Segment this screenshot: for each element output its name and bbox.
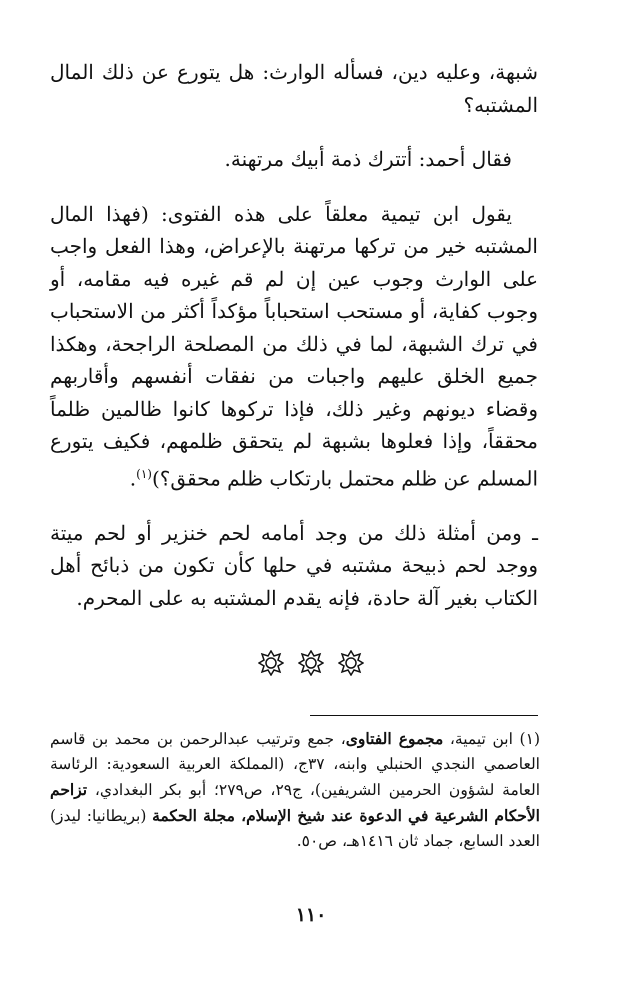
star-ornament-icon: [258, 650, 284, 676]
footnote-text-2: ، جمع وترتيب عبدالرحمن بن محمد بن قاسم العاصمي النجدي الحنبلي وابنه، ٣٧ج، (المملكة العربية السعودية: الرئاسة العامة لشؤون الحرمين الشريفين)، ج٢٩، ص٢٧٩؛ أبو بكر البغدادي،: [50, 730, 540, 799]
footnote-text-3: (بريطانيا: ليدز) العدد السابع، جماد ثان ١٤١٦هـ، ص٥٠.: [50, 807, 540, 850]
footnote-title-2: تزاحم الأحكام الشرعية في الدعوة عند شيخ الإسلام، مجلة الحكمة: [50, 780, 540, 825]
paragraph-1: شبهة، وعليه دين، فسأله الوارث: هل يتورع عن ذلك المال المشتبه؟: [50, 60, 538, 117]
section-divider-ornaments: [0, 650, 622, 676]
star-ornament-icon: [298, 650, 324, 676]
footnote-title-1: مجموع الفتاوى: [345, 729, 444, 748]
footnote-text-1: ابن تيمية،: [449, 730, 513, 748]
footnote-separator: [310, 715, 538, 716]
quote-text: يقول ابن تيمية معلقاً على هذه الفتوى: (فهذا المال المشتبه خير من تركها مرتهنة بالإعراض، وهذا الفعل واجب على الوارث وجوب عين إن لم قم غيره فيه مقامه، أو وجوب كفاية، أو مستحب استحباباً مؤكداً أكثر من الاستحباب في ترك الشبهة، لما في ذلك من المصلحة الراجحة، وهكذا جميع الخلق عليهم واجبات من نفقات أنفسهم وأقاربهم وقضاء ديونهم وغير ذلك، فإذا تركوها كانوا ظالمين ظلماً محققاً، وإذا فعلوها بشبهة لم يتحقق ظلمهم، فكيف يتورع المسلم عن ظلم محتمل بارتكاب ظلم محقق؟): [50, 201, 538, 491]
footnote-number: (١): [519, 730, 540, 748]
footnote-reference: (١): [136, 466, 152, 481]
paragraph-2: فقال أحمد: أتترك ذمة أبيك مرتهنة.: [224, 147, 512, 171]
paragraph-4: ـ ومن أمثلة ذلك من وجد أمامه لحم خنزير أو لحم ميتة ووجد لحم ذبيحة مشتبه في حلها كأن تكون من ذبائح أهل الكتاب بغير آلة حادة، فإنه يقدم المشتبه به على المحرم.: [50, 520, 538, 610]
star-ornament-icon: [338, 650, 364, 676]
page-number: ١١٠: [295, 904, 327, 926]
main-text: [50, 56, 538, 614]
footnote: [50, 726, 540, 854]
paragraph-end: .: [129, 466, 137, 491]
paragraph-3: [50, 198, 538, 495]
